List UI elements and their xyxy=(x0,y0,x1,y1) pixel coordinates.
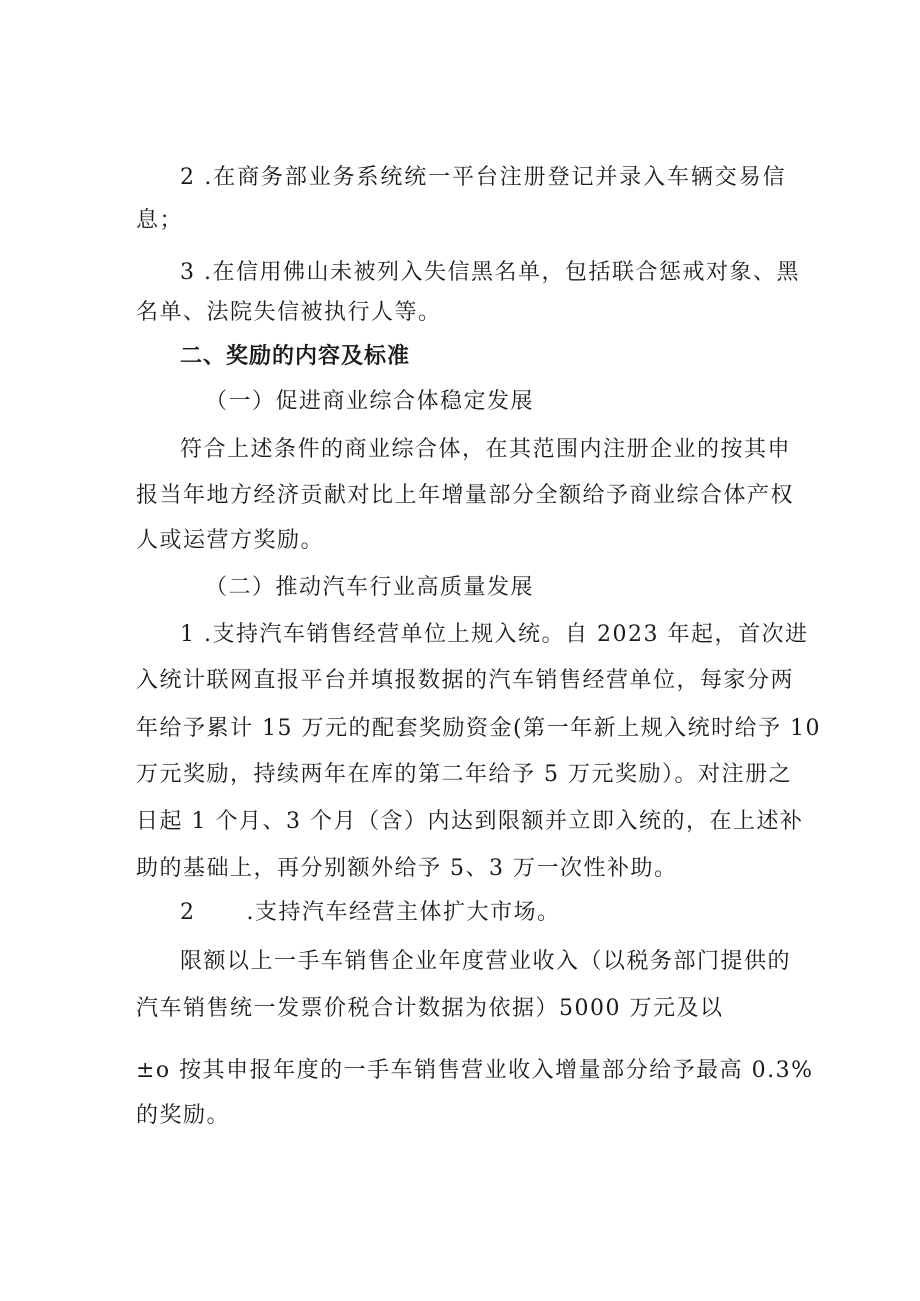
paragraph-line: 日起 1 个月、3 个月（含）内达到限额并立即入统的，在上述补 xyxy=(136,809,804,834)
subsection-heading: （二）推动汽车行业高质量发展 xyxy=(205,575,535,600)
paragraph-line: 年给予累计 15 万元的配套奖励资金(第一年新上规入统时给予 10 xyxy=(136,716,822,741)
paragraph-line: 限额以上一手车销售企业年度营业收入（以税务部门提供的 xyxy=(180,949,792,974)
paragraph-line: ±o 按其申报年度的一手车销售营业收入增量部分给予最高 0.3% xyxy=(136,1058,814,1083)
paragraph-line: 2 .在商务部业务系统统一平台注册登记并录入车辆交易信 xyxy=(180,165,786,190)
paragraph-line: 2 .支持汽车经营主体扩大市场。 xyxy=(180,900,561,925)
paragraph-line: 符合上述条件的商业综合体，在其范围内注册企业的按其申 xyxy=(180,437,792,462)
paragraph-line: 汽车销售统一发票价税合计数据为依据）5000 万元及以 xyxy=(136,996,724,1021)
paragraph-line: 3 .在信用佛山未被列入失信黑名单，包括联合惩戒对象、黑 xyxy=(180,260,800,285)
paragraph-line: 报当年地方经济贡献对比上年增量部分全额给予商业综合体产权 xyxy=(136,483,795,508)
paragraph-line: 万元奖励，持续两年在库的第二年给予 5 万元奖励）。对注册之 xyxy=(136,762,792,787)
paragraph-line: 助的基础上，再分别额外给予 5、3 万一次性补助。 xyxy=(136,856,678,881)
paragraph-line: 人或运营方奖励。 xyxy=(136,528,325,553)
section-heading: 二、奖励的内容及标准 xyxy=(180,344,411,369)
paragraph-line: 息； xyxy=(136,208,184,233)
subsection-heading: （一）促进商业综合体稳定发展 xyxy=(205,389,535,414)
paragraph-line: 入统计联网直报平台并填报数据的汽车销售经营单位，每家分两 xyxy=(136,668,795,693)
paragraph-line: 名单、法院失信被执行人等。 xyxy=(136,300,442,325)
paragraph-line: 1 .支持汽车销售经营单位上规入统。自 2023 年起，首次进 xyxy=(180,622,809,647)
paragraph-line: 的奖励。 xyxy=(136,1103,231,1128)
